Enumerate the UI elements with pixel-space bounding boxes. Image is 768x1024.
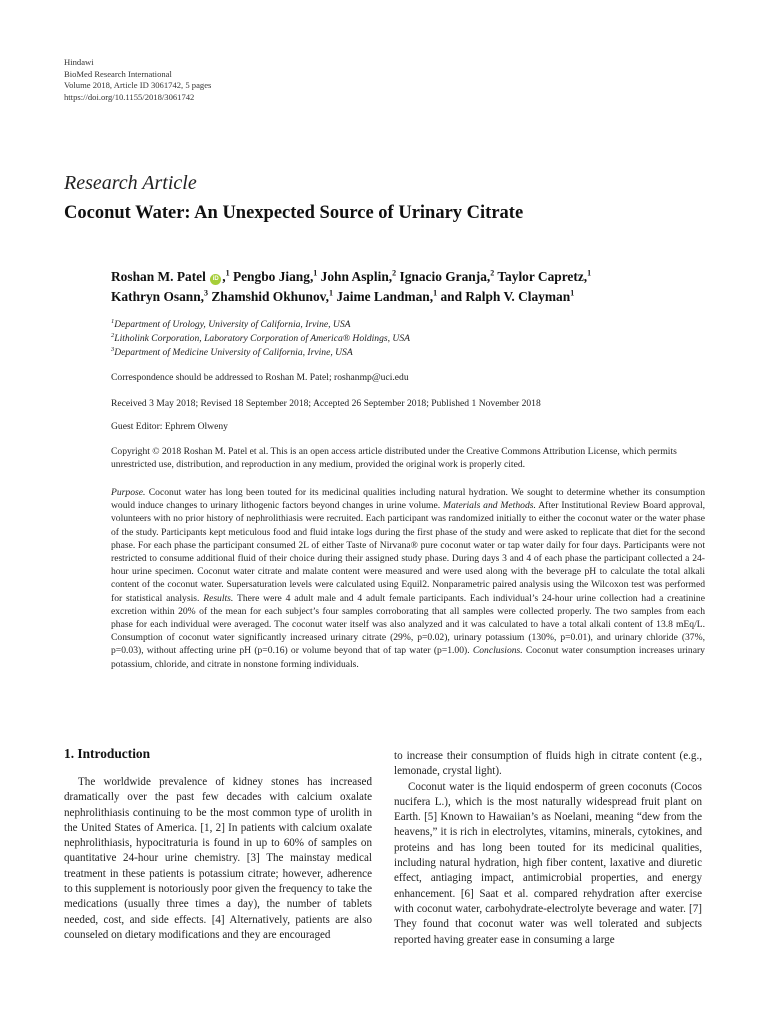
article-type: Research Article [64,172,197,194]
author-line-1: Roshan M. Patel iD ,$^1$ Pengbo Jiang,$^1$ John Asplin,$^2$ Ignacio Granja,$^2$ Taylor Capretz,$^1$ [111,268,592,284]
author-affil-sup: 3 [204,288,209,298]
guest-editor: Guest Editor: Ephrem Olweny [111,421,228,432]
abstract-purpose: Coconut water has long been touted for its medicinal qualities including natural hydration. We sought to determine whether its consumption would induce changes to urinary lithogenic factors beyond changes in urine volume. [111,487,706,512]
author-affil-sup: 1 [587,268,592,278]
author-affil-sup: 2 [392,268,397,278]
publication-dates: Received 3 May 2018; Revised 18 September 2018; Accepted 26 September 2018; Published 1 November 2018 [111,398,541,409]
author-name[interactable]: Pengbo Jiang, [232,269,314,284]
author-affil-sup: 1 [433,288,438,298]
author-name[interactable]: Zhamshid Okhunov, [211,289,329,304]
author-name[interactable]: Jaime Landman, [336,289,434,304]
abstract-purpose-label: Purpose. [111,487,146,498]
correspondence-line: Correspondence should be addressed to Roshan M. Patel; roshanmp@uci.edu [111,372,409,383]
abstract-conclusions-label: Conclusions. [472,645,523,657]
publisher-name: Hindawi [64,57,94,67]
author-name[interactable]: Roshan M. Patel [111,269,206,284]
author-affil-sup: 2 [490,268,495,278]
affiliation-list [111,318,410,360]
affiliation-item [111,332,410,346]
author-line-2 [111,287,711,307]
orcid-icon[interactable]: iD [210,274,221,285]
author-name[interactable]: Ignacio Granja, [399,269,491,284]
author-name[interactable]: and Ralph V. Clayman [440,289,571,304]
author-name[interactable]: Taylor Capretz, [497,269,588,284]
body-paragraph: Coconut water is the liquid endosperm of green coconuts (Cocos nucifera L.), which is the most naturally widespread fruit plant on Earth. [5] Known to Hawaiian’s as Noelani, meaning “dew from the heavens,” it is rich in electrolytes, vitamins, minerals, cytokines, and proteins and has long been touted for its medicinal qualities, including natural hydration, high fiber content, laxative and diuretic effect, antiaging impact, antimicrobial properties, and energy enhancement. [6] Saat et al. compared rehydration after exercise with coconut water, carbohydrate-electrolyte beverage and water. [7] They found that coconut water was well tolerated and subjects reported having greater ease in consuming a large [394,780,702,946]
affiliation-item [111,318,410,332]
abstract [111,486,705,671]
affiliation-item [111,346,410,360]
affil-text: Department of Urology, University of California, Irvine, USA [114,319,351,330]
body-paragraph: to increase their consumption of fluids high in citrate content (e.g., lemonade, crystal light). [394,750,702,778]
affil-text: Litholink Corporation, Laboratory Corporation of America® Holdings, USA [114,333,410,344]
abstract-conclusions: Coconut water consumption increases urinary potassium, chloride, and citrate in nonstone forming individuals. [111,645,705,670]
author-list [111,267,711,307]
abstract-methods-label: Materials and Methods. [443,500,536,512]
author-name[interactable]: Kathryn Osann, [111,289,205,304]
affil-number: 3 [111,345,115,353]
author-name[interactable]: John Asplin, [320,269,393,284]
affil-text: Department of Medicine University of California, Irvine, USA [114,347,353,358]
doi-link[interactable]: https://doi.org/10.1155/2018/3061742 [64,91,195,102]
abstract-results: There were 4 adult male and 4 adult female participants. Each individual’s 24-hour urine collection had a creatinine excretion within 20% of the mean for each subject’s four samples corroborating that all samples were collected properly. The two samples from each phase for each individual were averaged. The coconut water itself was also analyzed and it was calculated to have a total alkali content of 13.8 mEq/L. Consumption of coconut water significantly increased urinary citrate (29%, p=0.02), urinary potassium (130%, p=0.01), and urinary chloride (37%, p=0.03), without affecting urine pH (p=0.16) or volume beyond that of tap water (p=1.00). [111,592,705,657]
body-paragraph: The worldwide prevalence of kidney stones has increased dramatically over the past few decades with calcium oxalate nephrolithiasis continuing to be the most common type of urolith in the United States of America. [1, 2] In patients with calcium oxalate nephrolithiasis, hypocitraturia is found in up to 60% of samples on quantitative 24-hour urine chemistry. [3] The mainstay medical treatment in these patients is potassium citrate; however, adherence to this supplement is notoriously poor given the frequency to take the medications (usually three times a day), the number of tablets needed, cost, and side effects. [4] Alternatively, patients are also counseled on dietary modifications and they are encouraged [64,776,372,941]
abstract-methods: After Institutional Review Board approval, volunteers with no prior history of nephrolithiasis were recruited. Each participant was randomized initially to either the coconut water or the water phase of the study. Participants kept meticulous food and fluid intake logs during the first phase of the study and were asked to replicate that diet for the second phase. For each phase the participant consumed 2L of either Taste of Nirvana® pure coconut water or tap water daily for four days. Participants were not restricted to consume additional fluid of their choice during their assigned study phase. During days 3 and 4 of each phase the participant collected a 24-hour urine specimen. Coconut water citrate and malate content were measured and were used along with the beverage pH to calculate the total alkali content of the coconut water. Supersaturation levels were calculated using Equil2. Nonparametric paired analysis using the Wilcoxon test was performed for statistical analysis. [111,500,706,604]
author-affil-sup: 1 [313,268,318,278]
author-affil-sup: 1 [225,268,230,278]
volume-info: Volume 2018, Article ID 3061742, 5 pages [64,80,212,90]
paper-title: Coconut Water: An Unexpected Source of Urinary Citrate [64,203,524,223]
journal-header [64,57,211,103]
abstract-results-label: Results. [203,592,234,604]
section-heading: 1. Introduction [64,746,151,761]
affil-number: 2 [111,331,115,339]
author-affil-sup: 1 [570,288,575,298]
journal-name: BioMed Research International [64,68,172,79]
affil-number: 1 [111,317,115,325]
author-affil-sup: 1 [328,288,333,298]
copyright-notice: Copyright © 2018 Roshan M. Patel et al. This is an open access article distributed under the Creative Commons Attribution License, which permits unrestricted use, distribution, and reproduction in any medium, provided the original work is properly cited. [111,446,677,470]
body-column-left [64,775,372,943]
body-column-right [394,749,702,948]
